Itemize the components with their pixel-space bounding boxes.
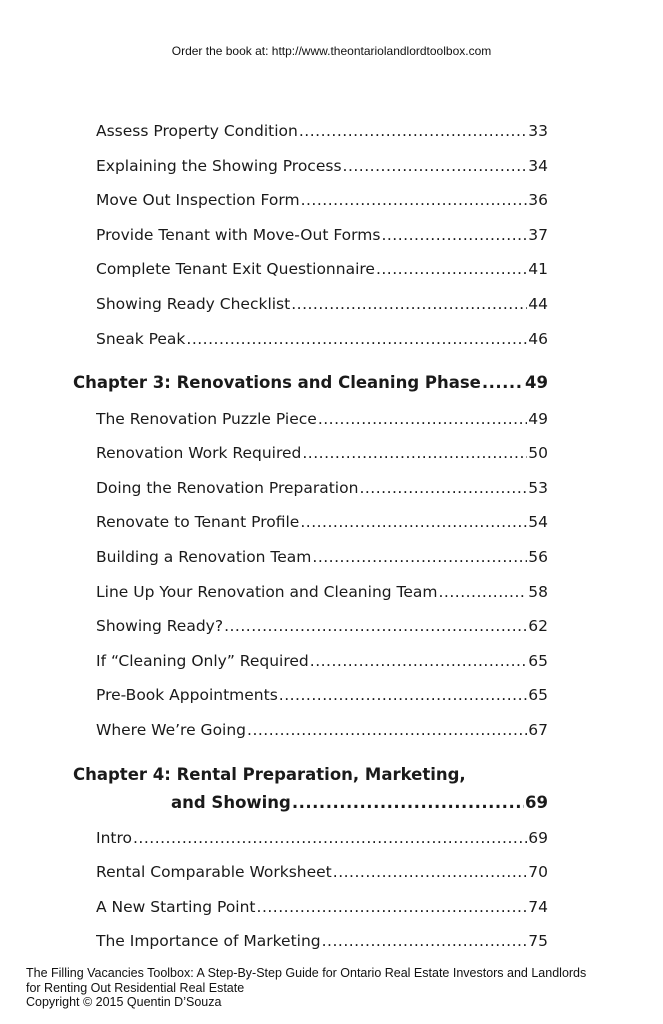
toc-entry[interactable] — [96, 260, 548, 278]
leader-dots — [224, 617, 527, 635]
toc-chapter-4[interactable] — [171, 793, 548, 812]
leader-dots — [322, 932, 528, 950]
toc-entry-label: If “Cleaning Only” Required — [96, 652, 309, 670]
toc-entry-page: 75 — [528, 932, 548, 950]
page-header: Order the book at: http://www.theontariolandlordtoolbox.com — [171, 44, 492, 58]
page-footer — [26, 966, 656, 1010]
leader-dots — [333, 863, 528, 881]
toc-entry[interactable] — [96, 863, 548, 881]
leader-dots — [299, 122, 527, 140]
footer-book-subtitle: for Renting Out Residential Real Estate — [26, 980, 245, 995]
toc-entry[interactable] — [96, 330, 548, 348]
leader-dots — [302, 444, 527, 462]
toc-entry-label: Complete Tenant Exit Questionnaire — [96, 260, 375, 278]
toc-entry-label: Intro — [96, 829, 132, 847]
toc-entry-label: Line Up Your Renovation and Cleaning Team — [96, 583, 438, 601]
toc-entry[interactable] — [96, 686, 548, 704]
toc-entry-label: Assess Property Condition — [96, 122, 298, 140]
leader-dots — [318, 410, 527, 428]
toc-entry-label: Rental Comparable Worksheet — [96, 863, 332, 881]
toc-entry[interactable] — [96, 548, 548, 566]
toc-entry-label: Move Out Inspection Form — [96, 191, 300, 209]
toc-entry-page: 34 — [528, 157, 548, 175]
toc-entry-label: Explaining the Showing Process — [96, 157, 342, 175]
toc-entry[interactable] — [96, 583, 548, 601]
toc-entry[interactable] — [96, 444, 548, 462]
leader-dots — [343, 157, 528, 175]
toc-entry[interactable] — [96, 157, 548, 175]
toc-entry-page: 33 — [528, 122, 548, 140]
leader-dots — [381, 226, 527, 244]
toc-entry[interactable] — [96, 122, 548, 140]
toc-chapter-label: and Showing — [171, 793, 291, 812]
toc-entry-label: Showing Ready? — [96, 617, 224, 635]
toc-entry-label: Pre-Book Appointments — [96, 686, 278, 704]
toc-chapter-3[interactable] — [73, 373, 548, 392]
leader-dots — [359, 479, 527, 497]
toc-entry-page: 65 — [528, 686, 548, 704]
toc-entry-page: 65 — [528, 652, 548, 670]
leader-dots — [300, 513, 527, 531]
toc-entry-page: 69 — [528, 829, 548, 847]
toc-entry-page: 56 — [528, 548, 548, 566]
toc-entry-page: 49 — [528, 410, 548, 428]
toc-entry-label: Building a Renovation Team — [96, 548, 312, 566]
toc-entry[interactable] — [96, 829, 548, 847]
leader-dots — [312, 548, 527, 566]
leader-dots — [310, 652, 528, 670]
toc-chapter-page: 69 — [525, 793, 548, 812]
leader-dots — [376, 260, 527, 278]
toc-entry[interactable] — [96, 479, 548, 497]
toc-entry[interactable] — [96, 617, 548, 635]
toc-entry-page: 37 — [528, 226, 548, 244]
toc-chapter-label: Chapter 3: Renovations and Cleaning Phase — [73, 373, 481, 392]
toc-entry-label: The Importance of Marketing — [96, 932, 321, 950]
toc-entry-page: 53 — [528, 479, 548, 497]
leader-dots — [279, 686, 527, 704]
toc-entry[interactable] — [96, 295, 548, 313]
leader-dots — [291, 295, 527, 313]
toc-entry-page: 41 — [528, 260, 548, 278]
footer-copyright: Copyright © 2015 Quentin D’Souza — [26, 995, 222, 1009]
toc-entry-page: 74 — [528, 898, 548, 916]
toc-entry-label: Showing Ready Checklist — [96, 295, 291, 313]
leader-dots — [439, 583, 528, 601]
toc-entry[interactable] — [96, 191, 548, 209]
leader-dots — [301, 191, 528, 209]
toc-entry[interactable] — [96, 410, 548, 428]
toc-entry[interactable] — [96, 932, 548, 950]
toc-entry-page: 44 — [528, 295, 548, 313]
toc-entry-page: 50 — [528, 444, 548, 462]
toc-entry[interactable] — [96, 226, 548, 244]
toc-entry[interactable] — [96, 721, 548, 739]
toc-entry-label: Provide Tenant with Move-Out Forms — [96, 226, 381, 244]
toc-entry-label: A New Starting Point — [96, 898, 256, 916]
toc-entry-label: Renovate to Tenant Profile — [96, 513, 300, 531]
toc-entry[interactable] — [96, 898, 548, 916]
toc-chapter-page: 49 — [525, 373, 548, 392]
leader-dots — [257, 898, 528, 916]
toc-entry-label: Renovation Work Required — [96, 444, 302, 462]
leader-dots — [292, 793, 524, 812]
toc-entry-page: 58 — [528, 583, 548, 601]
toc-entry[interactable] — [96, 513, 548, 531]
toc-entry-page: 46 — [528, 330, 548, 348]
leader-dots — [133, 829, 527, 847]
leader-dots — [186, 330, 527, 348]
toc-entry-label: The Renovation Puzzle Piece — [96, 410, 317, 428]
toc-entry-page: 62 — [528, 617, 548, 635]
toc-entry-page: 54 — [528, 513, 548, 531]
leader-dots — [482, 373, 524, 392]
toc-entry-label: Sneak Peak — [96, 330, 186, 348]
toc-entry-page: 67 — [528, 721, 548, 739]
toc-chapter-4-title[interactable]: Chapter 4: Rental Preparation, Marketing, — [73, 765, 466, 784]
toc-entry-label: Where We’re Going — [96, 721, 247, 739]
footer-book-title: The Filling Vacancies Toolbox: A Step-By-Step Guide for Ontario Real Estate Investors and Landlords — [26, 966, 587, 980]
toc-entry[interactable] — [96, 652, 548, 670]
toc-entry-page: 36 — [528, 191, 548, 209]
toc-entry-page: 70 — [528, 863, 548, 881]
leader-dots — [247, 721, 527, 739]
toc-entry-label: Doing the Renovation Preparation — [96, 479, 359, 497]
